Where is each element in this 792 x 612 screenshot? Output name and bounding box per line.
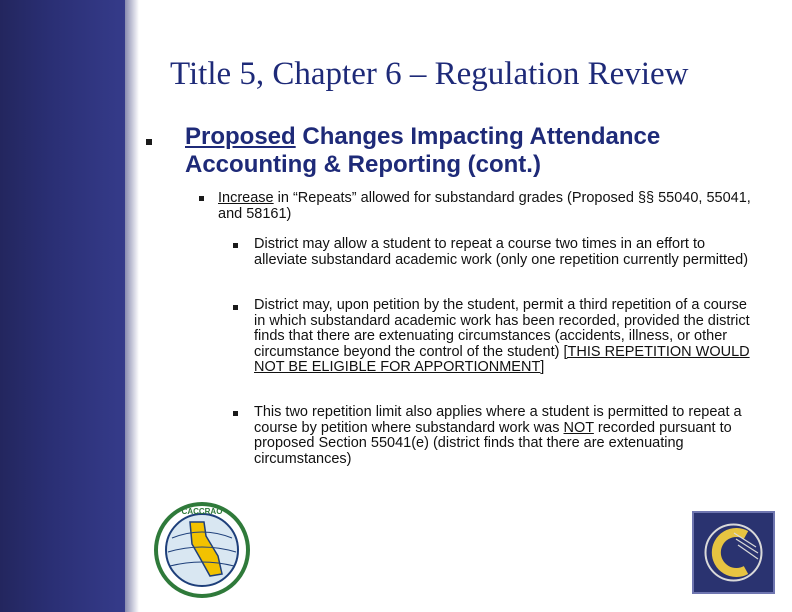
sub-text: in “Repeats” allowed for substandard grades (Proposed §§ 55040, 55041, and 58161) [218, 190, 751, 222]
community-college-c-icon [692, 511, 775, 594]
california-seal-icon [152, 500, 252, 600]
heading-underlined: Proposed [185, 123, 296, 150]
sub-bullet [218, 190, 758, 222]
bullet-marker [146, 139, 152, 145]
heading-bullet [185, 123, 765, 179]
bullet-marker [233, 305, 238, 310]
sidebar-shadow [125, 0, 139, 612]
heading-text: Changes Impacting Attendance Accounting & Reporting (cont.) [185, 123, 661, 178]
list-item [254, 237, 759, 268]
sidebar [0, 0, 125, 612]
list-item-underlined: [THIS REPETITION WOULD NOT BE ELIGIBLE FOR APPORTIONMENT] [254, 343, 750, 375]
list-item [254, 405, 759, 467]
list-item-text: District may, upon petition by the student, permit a third repetition of a course in which substandard academic work has been recorded, provided the district finds that there are extenuating circumstances (accidents, illness, or other circumstance beyond the control of the student) [254, 297, 750, 360]
list-item-text: District may allow a student to repeat a course two times in an effort to alleviate substandard academic work (only one repetition currently permitted) [254, 236, 749, 268]
bullet-marker [233, 411, 238, 416]
list-item-underlined: NOT [563, 419, 594, 436]
list-item [254, 298, 759, 376]
logo-lettering: CACCRAO [181, 507, 223, 516]
list-item-text: This two repetition limit also applies where a student is permitted to repeat a course by petition where substandard work was [254, 404, 742, 436]
list-item-text: recorded pursuant to proposed Section 55041(e) (district finds that there are extenuating circumstances) [254, 419, 732, 467]
slide-title: Title 5, Chapter 6 – Regulation Review [170, 56, 689, 92]
bullet-marker [233, 243, 238, 248]
sub-underlined: Increase [218, 190, 274, 206]
bullet-marker [199, 196, 204, 201]
